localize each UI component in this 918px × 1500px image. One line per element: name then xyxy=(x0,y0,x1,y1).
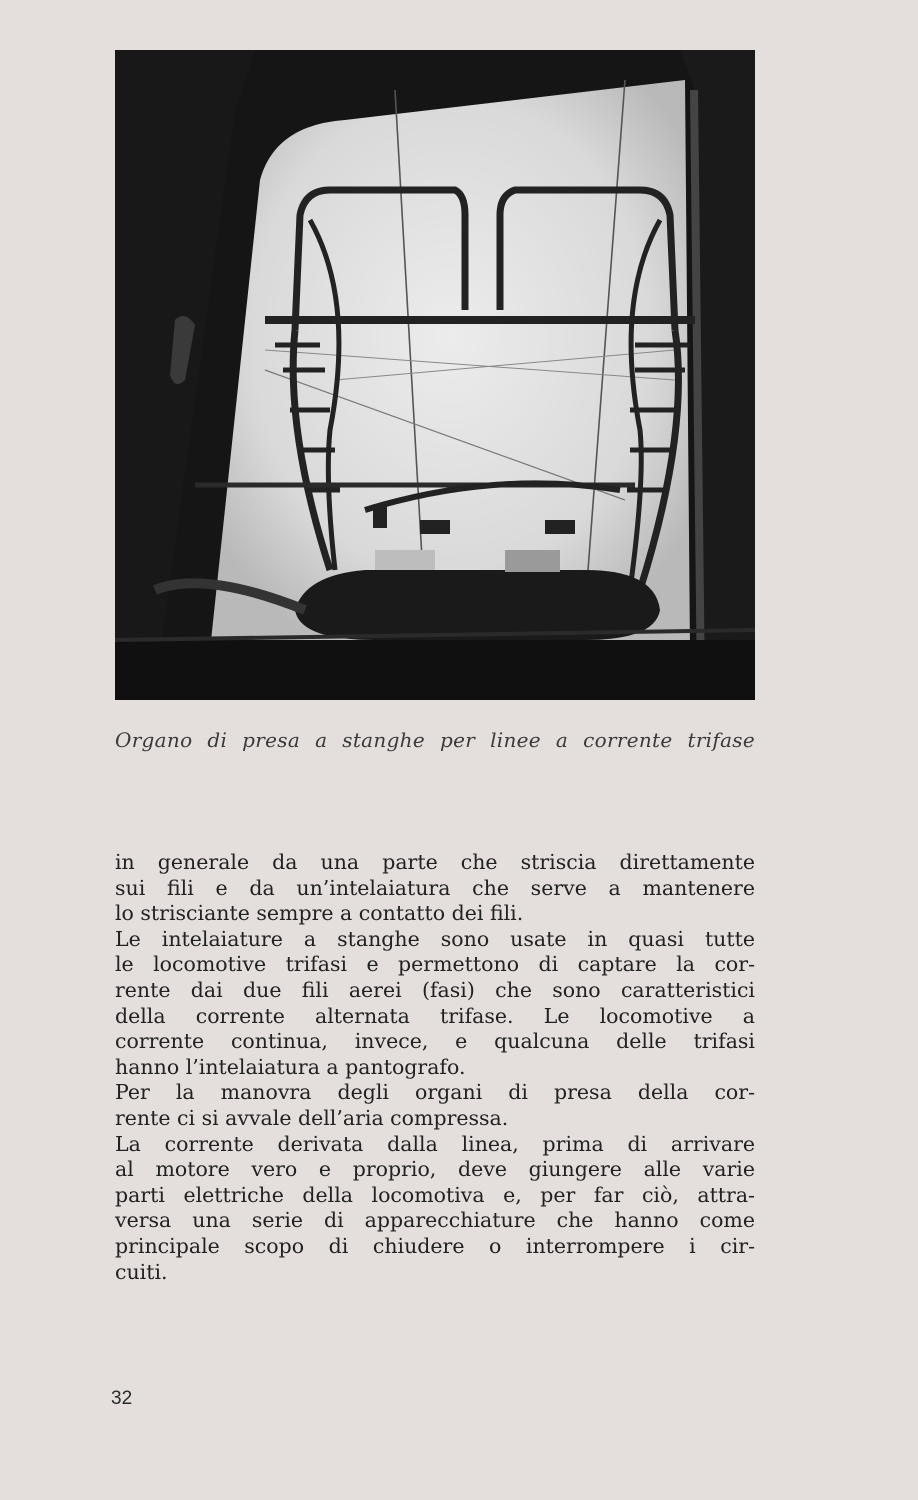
text-line: lo strisciante sempre a contatto dei fili. xyxy=(115,901,524,926)
text-line: parti elettriche della locomotiva e, per far ciò, attra- xyxy=(115,1182,755,1207)
pantograph-illustration xyxy=(115,50,755,700)
body-text xyxy=(115,850,755,1285)
text-line: hanno l’intelaiatura a pantografo. xyxy=(115,1054,466,1079)
text-line: le locomotive trifasi e permettono di captare la cor- xyxy=(115,952,755,977)
text-line: cuiti. xyxy=(115,1259,168,1284)
text-line: principale scopo di chiudere o interrompere i cir- xyxy=(115,1233,755,1258)
pantograph-photo xyxy=(115,50,755,700)
text-line: corrente continua, invece, e qualcuna delle trifasi xyxy=(115,1029,755,1054)
text-line: in generale da una parte che striscia direttamente xyxy=(115,850,755,874)
text-line: Per la manovra degli organi di presa della cor- xyxy=(115,1080,755,1105)
figure-caption: Organo di presa a stanghe per linee a corrente trifase xyxy=(115,728,755,752)
text-line: versa una serie di apparecchiature che hanno come xyxy=(115,1208,755,1233)
text-line: della corrente alternata trifase. Le locomotive a xyxy=(115,1003,755,1028)
text-line: sui fili e da un’intelaiatura che serve a mantenere xyxy=(115,875,755,900)
text-line: al motore vero e proprio, deve giungere alle varie xyxy=(115,1157,755,1182)
page-number: 32 xyxy=(111,1388,133,1409)
text-line: La corrente derivata dalla linea, prima di arrivare xyxy=(115,1131,755,1156)
text-line: rente dai due fili aerei (fasi) che sono caratteristici xyxy=(115,977,755,1002)
text-line: Le intelaiature a stanghe sono usate in quasi tutte xyxy=(115,926,755,951)
text-line: rente ci si avvale dell’aria compressa. xyxy=(115,1105,509,1130)
